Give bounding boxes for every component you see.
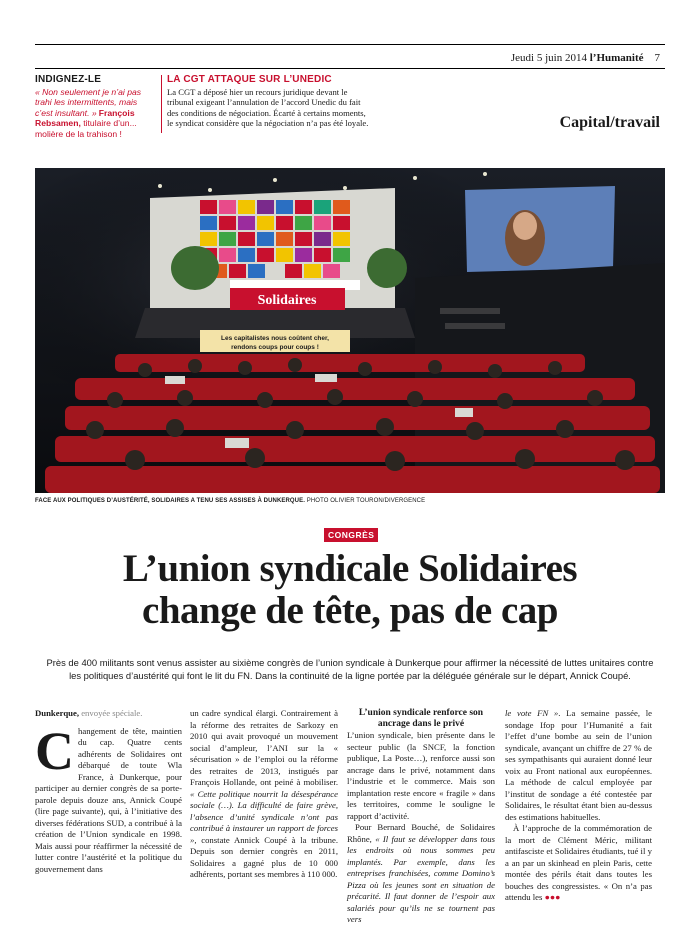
photo-caption (35, 498, 425, 504)
article-column-3: L’union syndicale renforce son ancrage dans le privé L’union syndicale, bien présente dans le secteur public (la SNCF, la fonction publique, La Poste…), renforce aussi son ancrage dans le privé, notamment dans l’industrie et le commerce. Mais son implantation reste encore « fragile » dans les territoires, comme le souligne le rapport d’activité. Pour Bernard Bouché, de Solidaires Rhône, « Il faut se développer dans tous les endroits où nous sommes peu implantés. Par exemple, dans les entreprises franchisées, comme Domino’s Pizza où les jeunes sont en situation de précarité. Il faut donner de l’espoir aux salariés pour qu’ils ne se tournent pas vers (347, 708, 496, 924)
top-rule (35, 44, 665, 45)
caption-text: FACE AUX POLITIQUES D’AUSTÉRITÉ, SOLIDAIRES A TENU SES ASSISES À DUNKERQUE. (35, 498, 305, 504)
brief-author: François Rebsamen, (35, 107, 135, 128)
brief-divider (161, 75, 162, 133)
header-rule (35, 68, 665, 69)
rubric-tag: CONGRÈS (324, 528, 378, 542)
headline-line1: L’union syndicale Solidaires (122, 547, 578, 590)
article-column-1 (35, 708, 182, 875)
brief-cgt (167, 75, 372, 129)
standfirst: Près de 400 militants sont venus assister au sixième congrès de l’union syndicale à Dunkerque pour affirmer la nécessité de luttes unitaires contre les politiques d’austérité qui font le lit du FN. Dans la continuité de la ligne portée par la déléguée générale sur le départ, Annick Coupé. (46, 657, 654, 681)
issue-date: Jeudi 5 juin 2014 (510, 52, 587, 64)
issue-header (511, 52, 660, 64)
continued-marker: ●●● (544, 892, 561, 902)
dateline: Dunkerque, envoyée spéciale. (35, 708, 143, 718)
column-text: L’union syndicale, bien présente dans le secteur public (la SNCF, la fonction publique, La Poste…), renforce aussi son ancrage dans le privé, notamment dans l’industrie et le commerce. Mais son implantation reste encore « fragile » dans les territoires, comme le souligne le rapport d’activité. (347, 730, 495, 821)
brief-author-desc: titulaire d’un... molière de la trahison ! (35, 118, 137, 139)
brief-quote: « Non seulement je n’ai pas trahi les intermittents, mais c’est insultant. » (35, 86, 142, 118)
page-number: 7 (654, 52, 660, 64)
brief-kicker: LA CGT ATTAQUE SUR L’UNEDIC (167, 74, 332, 85)
brief-kicker: INDIGNEZ-LE (35, 74, 102, 85)
slogan-line2: rendons coups pour coups ! (231, 344, 319, 351)
banner-text: Solidaires (257, 293, 317, 308)
headline-line2: change de tête, pas de cap (142, 589, 558, 632)
slogan-line1: Les capitalistes nous coûtent cher, (220, 335, 330, 342)
congress-photo (35, 168, 665, 493)
headline (35, 548, 665, 632)
newspaper-name: l’Humanité (589, 52, 644, 64)
subheading: L’union syndicale renforce son ancrage dans le privé (358, 708, 484, 729)
brief-text: La CGT a déposé hier un recours juridique devant le tribunal exigeant l’annulation de l’accord Unedic du fait des conditions de négociation. Écarté à certains moments, le syndicat considère que la négociation n’a pas été loyale. (167, 86, 369, 128)
article-column-2: un cadre syndical élargi. Contrairement à la réforme des retraites de Sarkozy en 2010 qui avait provoqué un mouvement social d’ampleur, l’ANI sur la « sécurisation » de l’emploi ou la réforme des retraites de 2013, instigués par François Hollande, ont peiné à mobiliser. « Cette politique nourrit la désespérance sociale (…). La difficulté de faire grève, l’absence d’unité syndicale n’ont pas contribué à instaurer un rapport de forces », constate Annick Coupé à la tribune. Depuis son dernier congrès en 2011, Solidaires a gagné plus de 10 000 adhérents, portant ses membres à 110 000. (190, 708, 338, 879)
photo-credit: PHOTO OLIVIER TOURON/DIVERGENCE (306, 498, 426, 504)
article-column-4: le vote FN ». La semaine passée, le sondage Ifop pour l’Humanité a fait l’effet d’une bombe au sein de l’union syndicale, avançant un chiffre de 27 % de ses sympathisants qui auraient donné leur voix au Front national aux européennes. La méthode de calcul employée par l’institut de sondage a été contestée par Solidaires, le résultat étant bien au-dessus des estimations habituelles. À l’approche de la commémoration de la mort de Clément Méric, militant antifasciste et Solidaires étudiants, tué il y a an par un skinhead en plein Paris, cette montée des périls était dans toutes les bouches des congressistes. « On n’a pas attendu les ●●● (505, 708, 652, 902)
column-text: hangement de tête, maintien du cap. Quatre cents adhérents de Solidaires ont débarqué de toute Wla France, à Dunkerque, pour participer au dernier congrès de sa porte-parole depuis douze ans, Annick Coupé (lire page suivante), qui, à l’initiative des diverses fédérations SUD, a contribué à la création de l’Union syndicale en 1998. Mais aussi pour réaffirmer la nécessité de lutter contre l’austérité et la politique du gouvernement dans (35, 725, 182, 874)
section-label: Capital/travail (559, 114, 660, 131)
brief-indignez-le (35, 75, 157, 139)
dropcap: C (35, 720, 74, 781)
